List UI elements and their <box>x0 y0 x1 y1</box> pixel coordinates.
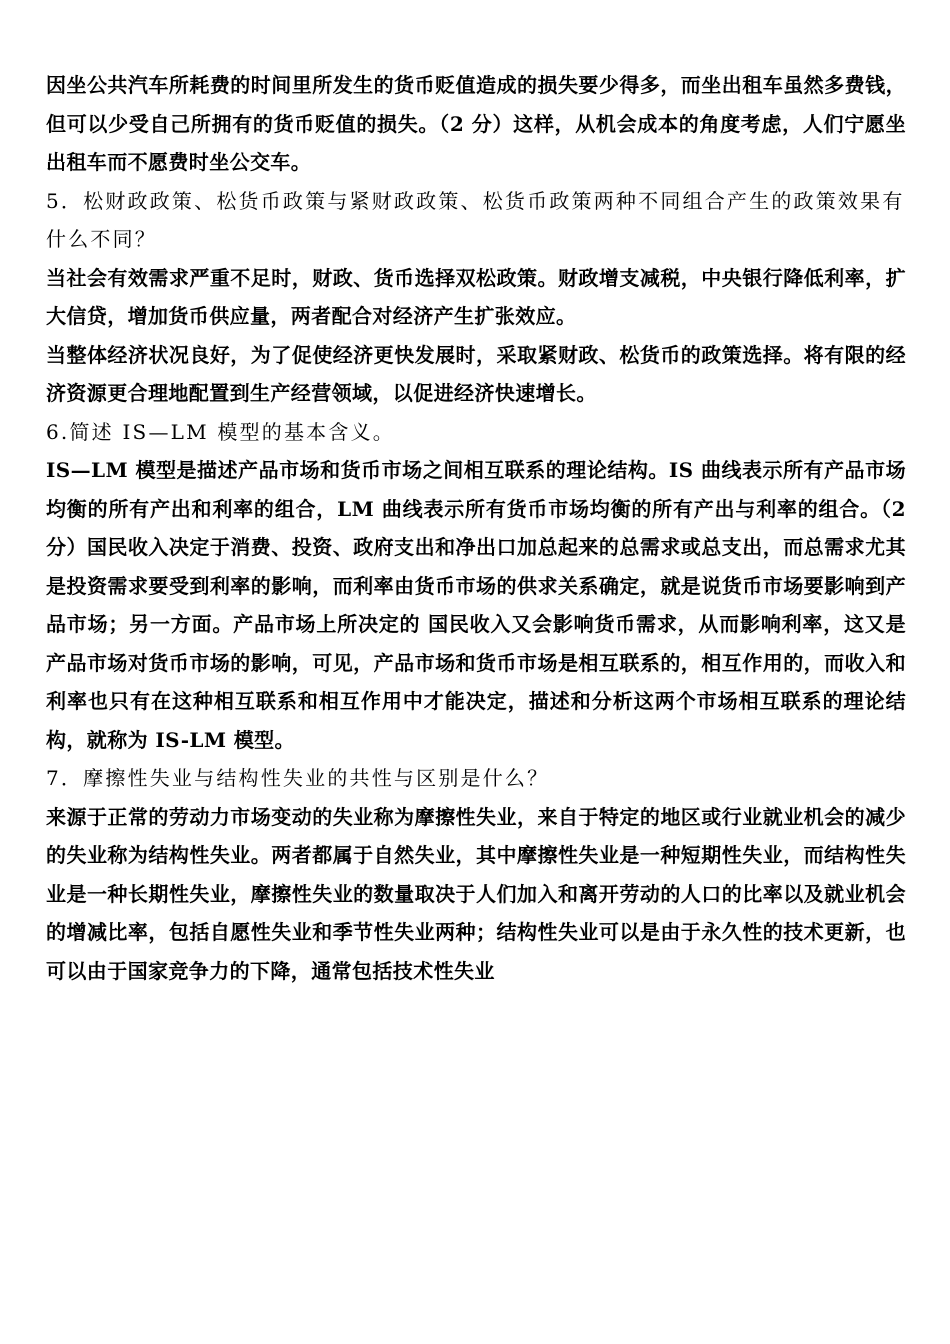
question-5: 5．松财政政策、松货币政策与紧财政政策、松货币政策两种不同组合产生的政策效果有什么不同？ <box>46 188 905 251</box>
answer-7-paragraph: 来源于正常的劳动力市场变动的失业称为摩擦性失业，来自于特定的地区或行业就业机会的减少的失业称为结构性失业。两者都属于自然失业，其中摩擦性失业是一种短期性失业，而结构性失业是一种长期性失业，摩擦性失业的数量取决于人们加入和离开劳动的人口的比率以及就业机会的增减比率，包括自愿性失业和季节性失业两种；结构性失业可以是由于永久性的技术更新，也可以由于国家竞争力的下降，通常包括技术性失业 <box>46 804 906 983</box>
answer-paragraph-4-end: 因坐公共汽车所耗费的时间里所发生的货币贬值造成的损失要少得多，而坐出租车虽然多费钱，但可以少受自己所拥有的货币贬值的损失。（2 分）这样，从机会成本的角度考虑，人们宁愿坐出租车而不愿费时坐公交车。 <box>46 73 906 174</box>
answer-5-paragraph-2: 当整体经济状况良好，为了促使经济更快发展时，采取紧财政、松货币的政策选择。将有限的经济资源更合理地配置到生产经营领域，以促进经济快速增长。 <box>46 342 906 405</box>
answer-5-paragraph-1: 当社会有效需求严重不足时，财政、货币选择双松政策。财政增支减税，中央银行降低利率，扩大信贷，增加货币供应量，两者配合对经济产生扩张效应。 <box>46 265 906 328</box>
question-6: 6.简述 IS—LM 模型的基本含义。 <box>46 419 395 444</box>
question-7: 7．摩擦性失业与结构性失业的共性与区别是什么？ <box>46 766 550 790</box>
answer-6-paragraph: IS—LM 模型是描述产品市场和货币市场之间相互联系的理论结构。IS 曲线表示所有产品市场均衡的所有产出和利率的组合，LM 曲线表示所有货币市场均衡的所有产出与利率的组合。（2 分）国民收入决定于消费、投资、政府支出和净出口加总起来的总需求或总支出，而总需求尤其是投资需求要受到利率的影响，而利率由货币市场的供求关系确定，就是说货币市场要影响到产品市场；另一方面。产品市场上所决定的 国民收入又会影响货币需求，从而影响利率，这又是产品市场对货币市场的影响，可见，产品市场和货币市场是相互联系的，相互作用的，而收入和利率也只有在这种相互联系和相互作用中才能决定，描述和分析这两个市场相互联系的理论结构，就称为 IS-LM 模型。 <box>46 458 906 752</box>
